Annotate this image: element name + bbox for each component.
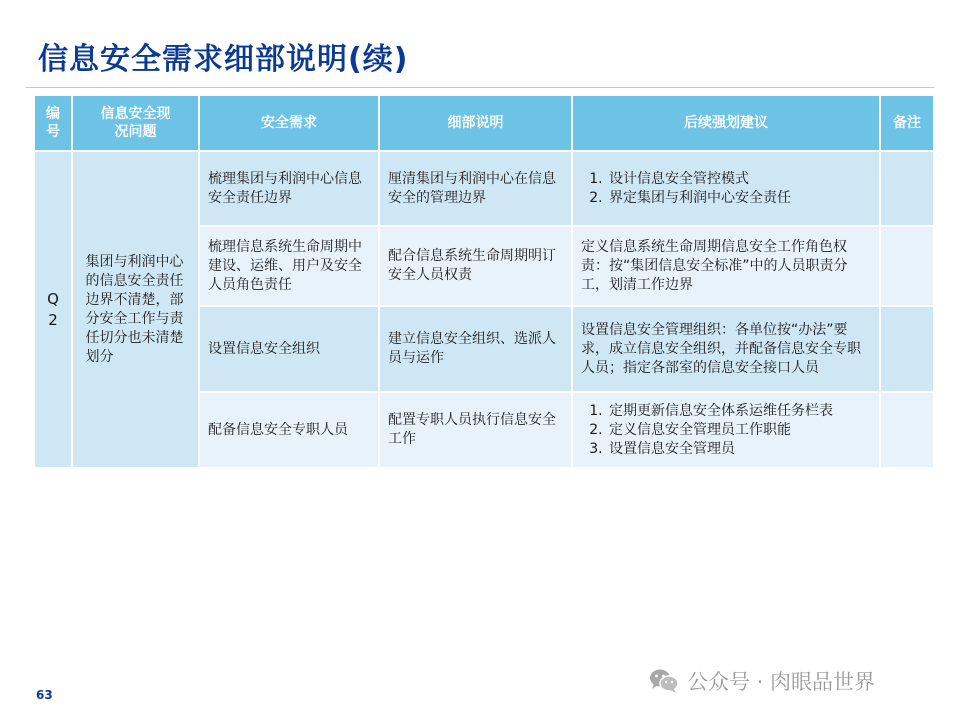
need-cell: 梳理集团与利润中心信息安全责任边界 (199, 152, 379, 226)
requirements-table (35, 96, 933, 469)
advice-item: 1. 设计信息安全管控模式 (607, 170, 871, 189)
advice-item: 2. 定义信息安全管理员工作职能 (607, 421, 871, 440)
advice-cell (572, 152, 880, 226)
page-title: 信息安全需求细部说明(续) (38, 42, 409, 77)
need-cell: 配备信息安全专职人员 (199, 392, 379, 468)
header-advice: 后续强划建议 (572, 96, 880, 150)
advice-list (581, 402, 871, 459)
advice-list (581, 170, 871, 208)
advice-cell: 定义信息系统生命周期信息安全工作角色权责：按“集团信息安全标准”中的人员职责分工，划清工作边界 (572, 226, 880, 306)
detail-cell: 配合信息系统生命周期明订安全人员权责 (379, 226, 572, 306)
need-cell: 梳理信息系统生命周期中建设、运维、用户及安全人员角色责任 (199, 226, 379, 306)
detail-cell: 厘清集团与利润中心在信息安全的管理边界 (379, 152, 572, 226)
wechat-icon (649, 668, 679, 694)
header-num: 编号 (35, 96, 72, 150)
table-row (35, 152, 933, 226)
table-header-row (35, 96, 933, 150)
advice-item: 2. 界定集团与利润中心安全责任 (607, 189, 871, 208)
page-number: 63 (36, 688, 53, 702)
header-need: 安全需求 (199, 96, 379, 150)
header-detail: 细部说明 (379, 96, 572, 150)
detail-cell: 配置专职人员执行信息安全工作 (379, 392, 572, 468)
note-cell (880, 392, 933, 468)
need-cell: 设置信息安全组织 (199, 306, 379, 392)
advice-item: 3. 设置信息安全管理员 (607, 440, 871, 459)
issue-number-cell: Q2 (35, 152, 72, 468)
watermark-text: 公众号 · 肉眼品世界 (687, 670, 876, 694)
header-issue: 信息安全现况问题 (72, 96, 199, 150)
issue-description-cell: 集团与利润中心的信息安全责任边界不清楚，部分安全工作与责任切分也未清楚划分 (72, 152, 199, 468)
advice-cell (572, 392, 880, 468)
note-cell (880, 306, 933, 392)
watermark (649, 666, 875, 696)
header-note: 备注 (880, 96, 933, 150)
title-divider (26, 87, 934, 88)
note-cell (880, 152, 933, 226)
advice-cell: 设置信息安全管理组织：各单位按“办法”要求，成立信息安全组织，并配备信息安全专职人员；指定各部室的信息安全接口人员 (572, 306, 880, 392)
detail-cell: 建立信息安全组织、选派人员与运作 (379, 306, 572, 392)
advice-item: 1. 定期更新信息安全体系运维任务栏表 (607, 402, 871, 421)
note-cell (880, 226, 933, 306)
